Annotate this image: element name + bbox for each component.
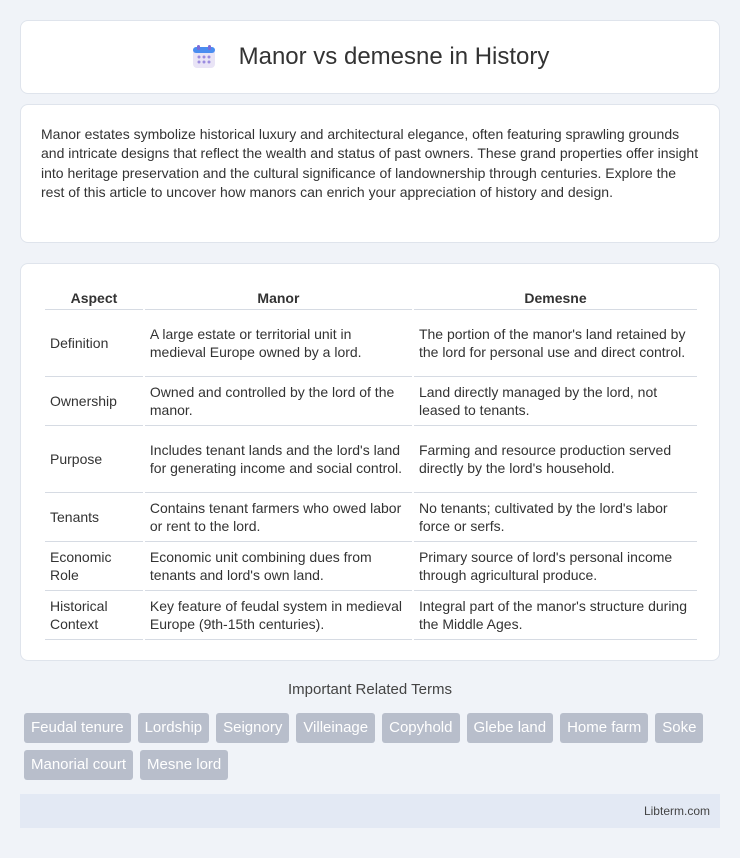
- table-row: [45, 426, 697, 493]
- footer-site-link[interactable]: Libterm.com: [643, 804, 710, 818]
- calendar-icon: [191, 44, 217, 70]
- row-manor: Contains tenant farmers who owed labor or rent to the lord.: [145, 493, 412, 542]
- table-row: [45, 591, 697, 640]
- row-aspect: Economic Role: [45, 542, 143, 591]
- table-row: [45, 493, 697, 542]
- row-demesne: Primary source of lord's personal income through agricultural produce.: [414, 542, 697, 591]
- related-term-tag[interactable]: Manorial court: [24, 750, 133, 780]
- comparison-table: [43, 284, 699, 640]
- related-terms-list: [24, 713, 724, 780]
- related-term-tag[interactable]: Mesne lord: [140, 750, 228, 780]
- row-aspect: Purpose: [45, 426, 143, 493]
- related-term-tag[interactable]: Glebe land: [467, 713, 554, 743]
- table-row: [45, 542, 697, 591]
- row-aspect: Tenants: [45, 493, 143, 542]
- row-demesne: No tenants; cultivated by the lord's labor force or serfs.: [414, 493, 697, 542]
- intro-card: [20, 104, 720, 243]
- page-title: Manor vs demesne in History: [238, 43, 550, 70]
- related-term-tag[interactable]: Copyhold: [382, 713, 459, 743]
- related-term-tag[interactable]: Villeinage: [296, 713, 375, 743]
- row-manor: Economic unit combining dues from tenants and lord's own land.: [145, 542, 412, 591]
- header-demesne: Demesne: [414, 284, 697, 310]
- row-demesne: Land directly managed by the lord, not leased to tenants.: [414, 377, 697, 426]
- related-term-tag[interactable]: Soke: [655, 713, 703, 743]
- row-manor: Owned and controlled by the lord of the manor.: [145, 377, 412, 426]
- table-header-row: [45, 284, 697, 310]
- row-aspect: Definition: [45, 310, 143, 377]
- row-demesne: Farming and resource production served directly by the lord's household.: [414, 426, 697, 493]
- table-row: [45, 377, 697, 426]
- row-demesne: The portion of the manor's land retained by the lord for personal use and direct control.: [414, 310, 697, 377]
- related-term-tag[interactable]: Feudal tenure: [24, 713, 131, 743]
- table-row: [45, 310, 697, 377]
- row-manor: Includes tenant lands and the lord's land for generating income and social control.: [145, 426, 412, 493]
- related-term-tag[interactable]: Home farm: [560, 713, 648, 743]
- row-aspect: Historical Context: [45, 591, 143, 640]
- intro-text: Manor estates symbolize historical luxury and architectural elegance, often featuring sprawling grounds and intricate designs that reflect the wealth and status of past owners. These grand properties offer insight into heritage preservation and the cultural significance of landownership through centuries. Explore the rest of this article to uncover how manors can enrich your appreciation of history and design.: [41, 126, 699, 201]
- row-aspect: Ownership: [45, 377, 143, 426]
- related-term-tag[interactable]: Lordship: [138, 713, 210, 743]
- related-terms-title: Important Related Terms: [288, 681, 452, 698]
- row-manor: Key feature of feudal system in medieval Europe (9th-15th centuries).: [145, 591, 412, 640]
- comparison-table-card: [20, 263, 720, 661]
- footer: [20, 794, 720, 828]
- header-manor: Manor: [145, 284, 412, 310]
- row-demesne: Integral part of the manor's structure during the Middle Ages.: [414, 591, 697, 640]
- header-aspect: Aspect: [45, 284, 143, 310]
- row-manor: A large estate or territorial unit in medieval Europe owned by a lord.: [145, 310, 412, 377]
- related-term-tag[interactable]: Seignory: [216, 713, 289, 743]
- title-card: [20, 20, 720, 94]
